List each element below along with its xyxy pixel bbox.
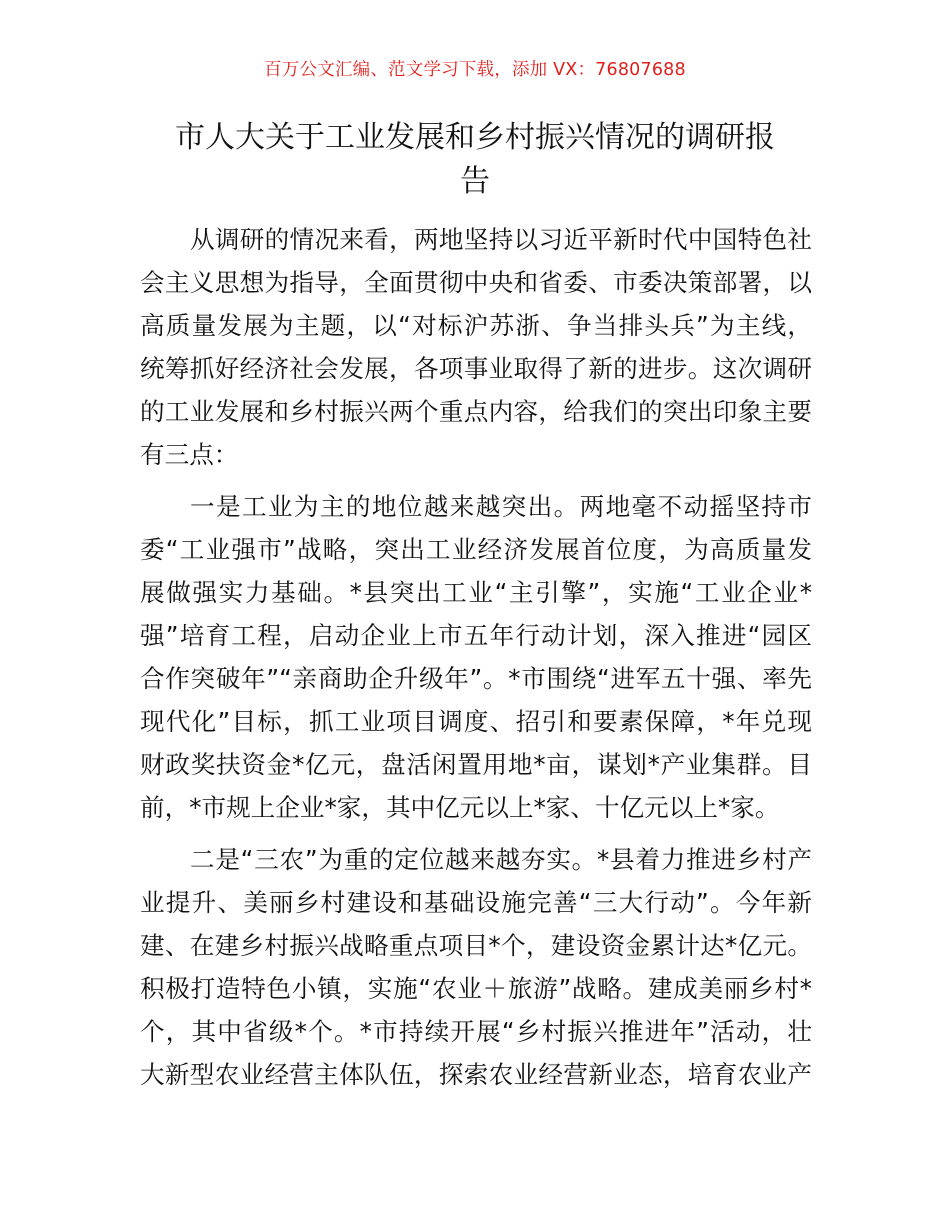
text-line: 财政奖扶资金*亿元，盘活闲置用地*亩，谋划*产业集群。目	[140, 750, 812, 779]
paragraph-intro	[140, 218, 812, 476]
text-line: 合作突破年”“亲商助企升级年”。*市围绕“进军五十强、率先	[140, 664, 812, 693]
title-line: 市人大关于工业发展和乡村振兴情况的调研报	[175, 120, 775, 155]
text-line: 展做强实力基础。*县突出工业“主引擎”，实施“工业企业*	[140, 578, 812, 607]
paragraph-point-one	[140, 485, 812, 829]
text-line: 委“工业强市”战略，突出工业经济发展首位度，为高质量发	[140, 535, 812, 564]
text-line: 积极打造特色小镇，实施“农业＋旅游”战略。建成美丽乡村*	[140, 974, 812, 1003]
text-line: 从调研的情况来看，两地坚持以习近平新时代中国特色社	[190, 225, 812, 254]
text-line: 个，其中省级*个。*市持续开展“乡村振兴推进年”活动，壮	[140, 1017, 812, 1046]
text-line: 强”培育工程，启动企业上市五年行动计划，深入推进“园区	[140, 621, 812, 650]
text-line: 的工业发展和乡村振兴两个重点内容，给我们的突出印象主要	[140, 397, 812, 426]
document-body	[140, 218, 812, 1105]
text-line: 高质量发展为主题，以“对标沪苏浙、争当排头兵”为主线，	[140, 311, 812, 340]
text-line: 二是“三农”为重的定位越来越夯实。*县着力推进乡村产	[190, 845, 812, 874]
text-line: 统筹抓好经济社会发展，各项事业取得了新的进步。这次调研	[140, 354, 812, 383]
title-line: 告	[460, 164, 490, 199]
text-line: 建、在建乡村振兴战略重点项目*个，建设资金累计达*亿元。	[140, 931, 812, 960]
text-line: 前，*市规上企业*家，其中亿元以上*家、十亿元以上*家。	[140, 793, 780, 822]
text-line: 有三点：	[140, 440, 239, 469]
text-line: 现代化”目标，抓工业项目调度、招引和要素保障，*年兑现	[140, 707, 812, 736]
text-line: 会主义思想为指导，全面贯彻中央和省委、市委决策部署，以	[140, 268, 812, 297]
text-line: 大新型农业经营主体队伍，探索农业经营新业态，培育农业产	[140, 1060, 812, 1089]
text-line: 一是工业为主的地位越来越突出。两地毫不动摇坚持市	[190, 492, 812, 521]
watermark-banner: 百万公文汇编、范文学习下载，添加 VX：76807688	[264, 60, 686, 80]
paragraph-point-two	[140, 838, 812, 1096]
document-title	[140, 116, 810, 204]
text-line: 业提升、美丽乡村建设和基础设施完善“三大行动”。今年新	[140, 888, 812, 917]
